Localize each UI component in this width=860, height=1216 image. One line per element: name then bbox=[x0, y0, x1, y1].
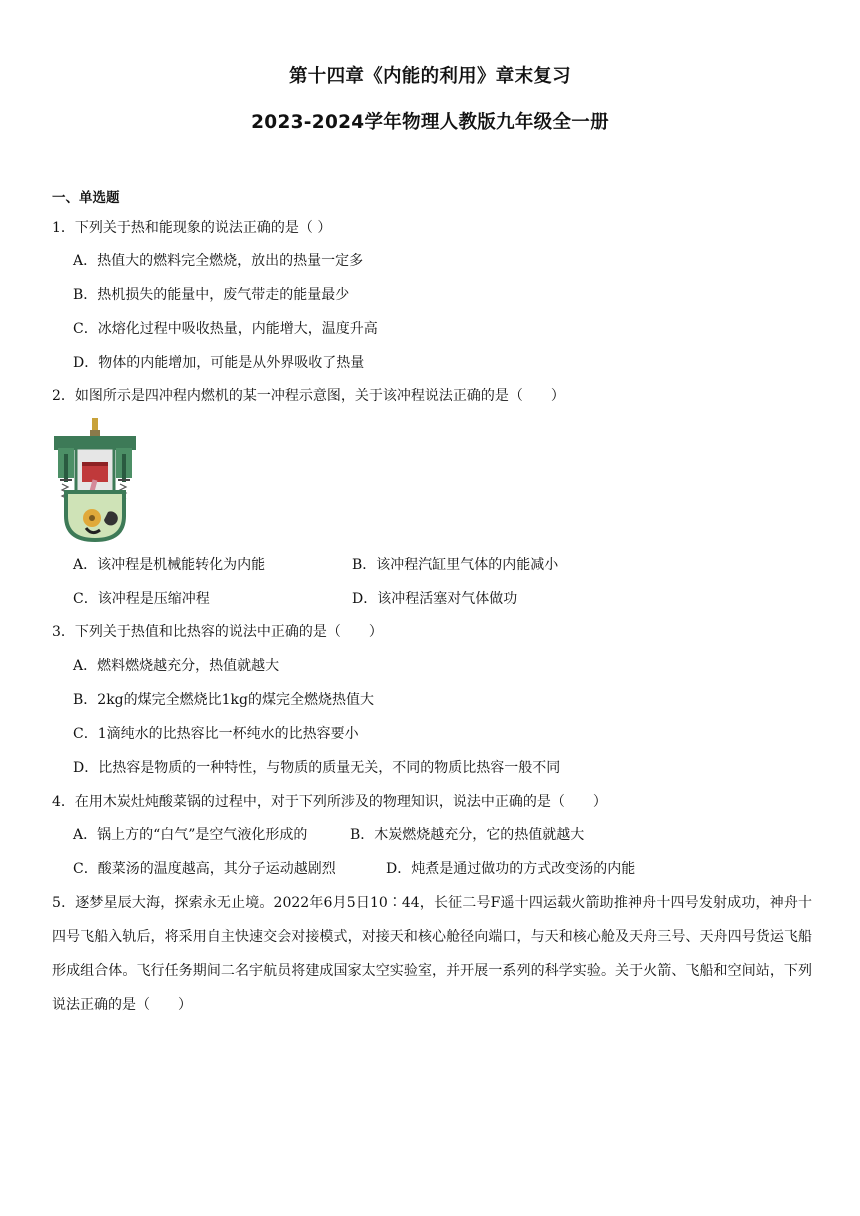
question-4-option-d: D．炖煮是通过做功的方式改变汤的内能 bbox=[386, 861, 636, 877]
question-3-option-d: D．比热容是物质的一种特性，与物质的质量无关，不同的物质比热容一般不同 bbox=[73, 760, 561, 776]
engine-stroke-diagram bbox=[52, 418, 142, 542]
question-4-option-c: C．酸菜汤的温度越高，其分子运动越剧烈 bbox=[73, 861, 336, 877]
question-4-stem: 4．在用木炭灶炖酸菜锅的过程中，对于下列所涉及的物理知识，说法中正确的是（ ） bbox=[52, 794, 607, 810]
question-4-option-a: A．锅上方的“白气”是空气液化形成的 bbox=[73, 827, 308, 843]
question-3-option-c: C．1滴纯水的比热容比一杯纯水的比热容要小 bbox=[73, 726, 359, 742]
question-2-option-d: D．该冲程活塞对气体做功 bbox=[352, 591, 518, 607]
question-5-stem: 5．逐梦星辰大海，探索永无止境。2022年6月5日10∶44，长征二号F遥十四运载火箭助推神舟十四号发射成功，神舟十四号飞船入轨后，将采用自主快速交会对接模式，对接天和核心舱径向端口，与天和核心舱及天舟三号、天舟四号货运飞船形成组合体。飞行任务期间二名宇航员将建成国家太空实验室，并开展一系列的科学实验。关于火箭、飞船和空间站，下列说法正确的是（ ） bbox=[52, 895, 812, 1013]
document-subtitle: 2023-2024学年物理人教版九年级全一册 bbox=[251, 112, 609, 133]
question-2-option-a: A．该冲程是机械能转化为内能 bbox=[73, 557, 266, 573]
question-3-stem: 3．下列关于热值和比热容的说法中正确的是（ ） bbox=[52, 624, 383, 640]
section-heading: 一、单选题 bbox=[52, 190, 120, 206]
question-1-stem: 1．下列关于热和能现象的说法正确的是（ ） bbox=[52, 220, 332, 236]
question-3-option-a: A．燃料燃烧越充分，热值就越大 bbox=[73, 658, 280, 674]
document-title: 第十四章《内能的利用》章末复习 bbox=[288, 66, 571, 87]
spark-plug-icon bbox=[92, 418, 98, 430]
question-2-stem: 2．如图所示是四冲程内燃机的某一冲程示意图，关于该冲程说法正确的是（ ） bbox=[52, 388, 565, 404]
question-1-option-b: B．热机损失的能量中，废气带走的能量最少 bbox=[73, 287, 350, 303]
question-3-option-b: B．2kg的煤完全燃烧比1kg的煤完全燃烧热值大 bbox=[73, 692, 374, 708]
question-1-option-c: C．冰熔化过程中吸收热量，内能增大，温度升高 bbox=[73, 321, 378, 337]
question-1-option-d: D．物体的内能增加，可能是从外界吸收了热量 bbox=[73, 355, 365, 371]
question-2-option-b: B．该冲程汽缸里气体的内能减小 bbox=[352, 557, 559, 573]
question-4-option-b: B．木炭燃烧越充分，它的热值就越大 bbox=[350, 827, 585, 843]
question-1-option-a: A．热值大的燃料完全燃烧，放出的热量一定多 bbox=[73, 253, 364, 269]
question-2-option-c: C．该冲程是压缩冲程 bbox=[73, 591, 210, 607]
